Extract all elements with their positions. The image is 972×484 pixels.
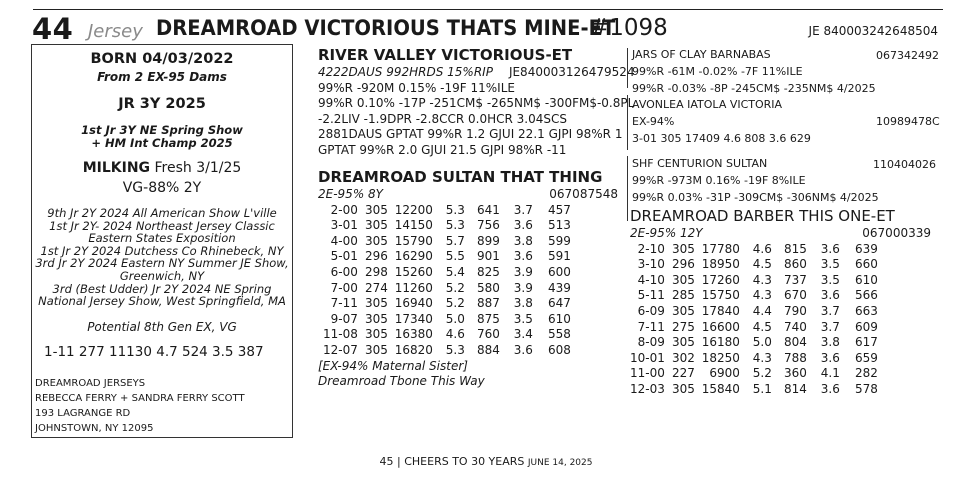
lactation-cell: 298 xyxy=(364,264,388,279)
lactation-cell: 305 xyxy=(364,327,388,342)
sire-dam-name: AVONLEA IATOLA VICTORIA xyxy=(632,98,783,111)
lactation-cell: 647 xyxy=(547,296,571,311)
lactation-cell: 16820 xyxy=(394,342,433,357)
lactation-row xyxy=(630,304,878,320)
lactation-cell: 5.0 xyxy=(445,311,465,326)
lactation-cell: 3.9 xyxy=(513,264,533,279)
lactation-cell: 737 xyxy=(783,272,807,287)
lactation-row xyxy=(323,218,571,234)
lactation-row xyxy=(630,335,878,351)
lactation-cell: 227 xyxy=(671,366,695,381)
lactation-cell: 756 xyxy=(476,218,500,233)
lactation-cell: 5.3 xyxy=(445,342,465,357)
lactation-cell: 3.8 xyxy=(820,335,840,350)
animal-info-box xyxy=(31,44,293,438)
lactation-cell: 305 xyxy=(364,218,388,233)
lactation-cell: 15260 xyxy=(394,264,433,279)
lactation-cell: 5.2 xyxy=(445,296,465,311)
lactation-cell: 10-01 xyxy=(630,350,665,365)
lactation-cell: 11-08 xyxy=(323,327,358,342)
lactation-row xyxy=(630,288,878,304)
lactation-cell: 305 xyxy=(364,342,388,357)
lactation-cell: 15750 xyxy=(701,288,740,303)
lactation-cell: 7-11 xyxy=(330,296,358,311)
birth-date: BORN 04/03/2022 xyxy=(90,51,234,67)
lactation-cell: 305 xyxy=(671,303,695,318)
lactation-cell: 7-00 xyxy=(330,280,358,295)
lactation-cell: 663 xyxy=(854,303,878,318)
lactation-cell: 5.1 xyxy=(752,381,772,396)
lactation-cell: 4.1 xyxy=(820,366,840,381)
lactation-cell: 296 xyxy=(671,257,695,272)
lactation-cell: 788 xyxy=(783,350,807,365)
dam-note: [EX-94% Maternal Sister] xyxy=(318,358,468,373)
milking-label: MILKING xyxy=(82,160,151,176)
achievement: National Jersey Show, West Springfield, MA xyxy=(38,294,286,309)
sire-dam-reg: 10989478C xyxy=(876,115,940,128)
top-rule xyxy=(33,9,943,10)
dam-block xyxy=(318,168,618,390)
lactation-cell: 17780 xyxy=(701,241,740,256)
lactation-cell: 14150 xyxy=(394,218,433,233)
lactation-cell: 901 xyxy=(476,249,500,264)
publication-title: CHEERS TO 30 YEARS xyxy=(404,455,525,468)
lactation-cell: 5-11 xyxy=(637,288,665,303)
lactation-row xyxy=(630,351,878,367)
lactation-cell: 641 xyxy=(476,202,500,217)
lactation-cell: 296 xyxy=(364,249,388,264)
lactation-cell: 5.7 xyxy=(445,233,465,248)
lactation-cell: 4.3 xyxy=(752,288,772,303)
lactation-cell: 513 xyxy=(547,218,571,233)
pedigree-bracket xyxy=(627,95,628,150)
owner-line: REBECCA FERRY + SANDRA FERRY SCOTT xyxy=(35,393,245,404)
lactation-cell: 15840 xyxy=(701,381,740,396)
lactation-cell: 17260 xyxy=(701,272,740,287)
lactation-cell: 11-00 xyxy=(630,366,665,381)
lactation-cell: 4.3 xyxy=(752,272,772,287)
lactation-cell: 3.7 xyxy=(820,319,840,334)
lactation-cell: 4.5 xyxy=(752,319,772,334)
lactation-cell: 3.8 xyxy=(513,233,533,248)
lactation-cell: 4-10 xyxy=(637,272,665,287)
lactation-cell: 305 xyxy=(671,335,695,350)
achievement: 1st Jr 2Y- 2024 Northeast Jersey Classic xyxy=(49,218,275,233)
lactation-row xyxy=(323,281,571,297)
lactation-cell: 610 xyxy=(854,272,878,287)
publication-date: JUNE 14, 2025 xyxy=(527,458,593,468)
breed-label: Jersey xyxy=(88,21,143,42)
lactation-cell: 558 xyxy=(547,327,571,342)
lactation-cell: 659 xyxy=(854,350,878,365)
lactation-cell: 2-10 xyxy=(637,241,665,256)
dam-classification: 2E-95% 8Y xyxy=(318,187,383,201)
lactation-cell: 814 xyxy=(783,381,807,396)
dam-class-row xyxy=(318,187,618,203)
owner-line: DREAMROAD JERSEYS xyxy=(35,378,146,389)
lactation-cell: 5.3 xyxy=(445,218,465,233)
lactation-cell: 457 xyxy=(547,202,571,217)
lactation-row xyxy=(323,265,571,281)
lactation-cell: 305 xyxy=(364,202,388,217)
lactation-cell: 6900 xyxy=(709,366,740,381)
lactation-cell: 305 xyxy=(364,296,388,311)
lactation-cell: 591 xyxy=(547,249,571,264)
achievement: 3rd (Best Udder) Jr 2Y 2024 NE Spring xyxy=(52,281,272,296)
sire-block xyxy=(318,46,635,159)
lactation-cell: 5.2 xyxy=(752,366,772,381)
lactation-cell: 6-00 xyxy=(330,264,358,279)
potential: Potential 8th Gen EX, VG xyxy=(87,320,237,334)
dam-sire-line-2: 99%R 0.03% -31P -309CM$ -306NM$ 4/2025 xyxy=(632,191,879,204)
milking-value: Fresh 3/1/25 xyxy=(154,160,242,176)
lactation-cell: 275 xyxy=(671,319,695,334)
lactation-cell: 9-07 xyxy=(330,311,358,326)
lactation-cell: 18250 xyxy=(701,350,740,365)
lactation-cell: 3.5 xyxy=(820,257,840,272)
lactation-cell: 5.2 xyxy=(445,280,465,295)
lactation-cell: 3.9 xyxy=(513,280,533,295)
lactation-cell: 5.5 xyxy=(445,249,465,264)
lactation-cell: 815 xyxy=(783,241,807,256)
lactation-cell: 360 xyxy=(783,366,807,381)
lactation-row xyxy=(323,343,571,359)
lactation-cell: 12-03 xyxy=(630,381,665,396)
sire-line: GPTAT 99%R 2.0 GJUI 21.5 GJPI 98%R -11 xyxy=(318,142,567,157)
lactation-cell: 3.6 xyxy=(513,218,533,233)
lactation-cell: 3-10 xyxy=(637,257,665,272)
owner-address xyxy=(35,376,245,436)
classification: VG-88% 2Y xyxy=(122,180,202,196)
lactation-cell: 302 xyxy=(671,350,695,365)
lactation-cell: 740 xyxy=(783,319,807,334)
lactation-cell: 2-00 xyxy=(330,202,358,217)
lactation-cell: 4.6 xyxy=(752,241,772,256)
lactation-cell: 3.6 xyxy=(820,241,840,256)
lactation-row xyxy=(630,273,878,289)
sire-line: 2881DAUS GPTAT 99%R 1.2 GJUI 22.1 GJPI 98%R 1 xyxy=(318,127,623,142)
lactation-cell: 617 xyxy=(854,335,878,350)
lactation-row xyxy=(323,249,571,265)
lactation-row xyxy=(323,296,571,312)
lactation-cell: 17840 xyxy=(701,303,740,318)
sire-line: 99%R 0.10% -17P -251CM$ -265NM$ -300FM$-0.8PL xyxy=(318,96,635,111)
sire-name: RIVER VALLEY VICTORIOUS-ET xyxy=(318,46,573,64)
lactation-cell: 3.6 xyxy=(820,381,840,396)
lactation-cell: 3.7 xyxy=(820,303,840,318)
dam-note: Dreamroad Tbone This Way xyxy=(318,374,485,389)
lactation-cell: 16600 xyxy=(701,319,740,334)
lactation-cell: 11260 xyxy=(394,280,433,295)
dam-dam-class: 2E-95% 12Y xyxy=(630,226,703,240)
lactation-cell: 305 xyxy=(364,311,388,326)
lactation-row xyxy=(630,382,878,398)
lactation-cell: 610 xyxy=(547,311,571,326)
lactation-cell: 282 xyxy=(854,366,878,381)
dam-reg: 067087548 xyxy=(549,187,618,201)
lactation-cell: 4.6 xyxy=(445,327,465,342)
lactation-cell: 5.4 xyxy=(445,264,465,279)
dam-dam-class-row xyxy=(630,226,931,242)
sire-code: 4222DAUS 992HRDS 15%RIP xyxy=(318,65,493,79)
dam-lactation-table xyxy=(323,203,571,359)
lactation-cell: 305 xyxy=(364,233,388,248)
sire-sire-reg: 067342492 xyxy=(876,49,939,62)
lactation-cell: 3.6 xyxy=(513,249,533,264)
lactation-cell: 760 xyxy=(476,327,500,342)
sire-sire-name: JARS OF CLAY BARNABAS xyxy=(632,48,771,61)
lactation-cell: 12-07 xyxy=(323,342,358,357)
footer-separator: | xyxy=(397,455,401,468)
achievement: 1st Jr 2Y 2024 Dutchess Co Rhinebeck, NY xyxy=(40,243,284,258)
lactation-cell: 305 xyxy=(671,272,695,287)
lactation-cell: 5-01 xyxy=(330,249,358,264)
lactation-row xyxy=(323,234,571,250)
lactation-cell: 16290 xyxy=(394,249,433,264)
dam-dam-lactation-table xyxy=(630,242,878,398)
lactation-cell: 825 xyxy=(476,264,500,279)
lactation-cell: 305 xyxy=(671,381,695,396)
lactation-cell: 4.5 xyxy=(752,257,772,272)
owner-line: JOHNSTOWN, NY 12095 xyxy=(35,423,154,434)
lactation-cell: 660 xyxy=(854,257,878,272)
lactation-cell: 600 xyxy=(547,264,571,279)
lactation-cell: 4.4 xyxy=(752,303,772,318)
lactation-cell: 578 xyxy=(854,381,878,396)
lactation-row xyxy=(323,312,571,328)
lactation-cell: 3.8 xyxy=(513,296,533,311)
owner-line: 193 LAGRANGE RD xyxy=(35,408,131,419)
dam-name: DREAMROAD SULTAN THAT THING xyxy=(318,168,603,186)
dam-sire-name: SHF CENTURION SULTAN xyxy=(632,157,768,170)
lactation-row xyxy=(630,320,878,336)
lactation-row xyxy=(630,257,878,273)
dam-dam-block xyxy=(630,207,931,398)
sire-sire-line: 99%R -61M -0.02% -7F 11%ILE xyxy=(632,65,803,78)
header xyxy=(32,12,944,46)
lactation-cell: 16380 xyxy=(394,327,433,342)
lactation-cell: 18950 xyxy=(701,257,740,272)
sire-sire-line-2: 99%R -0.03% -8P -245CM$ -235NM$ 4/2025 xyxy=(632,82,876,95)
sire-dam-record: 3-01 305 17409 4.6 808 3.6 629 xyxy=(632,132,811,145)
lactation-cell: 804 xyxy=(783,335,807,350)
lactation-cell: 5.0 xyxy=(752,335,772,350)
pedigree-bracket xyxy=(627,48,628,88)
lactation-cell: 860 xyxy=(783,257,807,272)
achievements xyxy=(32,207,292,308)
lactation-cell: 639 xyxy=(854,241,878,256)
lactation-cell: 670 xyxy=(783,288,807,303)
sire-line: 99%R -920M 0.15% -19F 11%ILE xyxy=(318,80,515,95)
award-line: 1st Jr 3Y NE Spring Show xyxy=(81,123,243,137)
lactation-cell: 580 xyxy=(476,280,500,295)
lactation-cell: 3.6 xyxy=(820,288,840,303)
sire-dam-class: EX-94% xyxy=(632,115,675,128)
lactation-cell: 8-09 xyxy=(637,335,665,350)
lactation-cell: 4-00 xyxy=(330,233,358,248)
dam-sire-reg: 110404026 xyxy=(873,158,936,171)
lot-number: 44 xyxy=(32,12,74,46)
milking-status xyxy=(32,160,292,176)
lactation-cell: 899 xyxy=(476,233,500,248)
lactation-cell: 3-01 xyxy=(330,218,358,233)
sire-reg: JE840003126479524 xyxy=(508,65,635,79)
lactation-row xyxy=(323,327,571,343)
lactation-cell: 17340 xyxy=(394,311,433,326)
lactation-cell: 285 xyxy=(671,288,695,303)
lactation-cell: 3.6 xyxy=(820,350,840,365)
lactation-cell: 599 xyxy=(547,233,571,248)
award-line: + HM Int Champ 2025 xyxy=(91,136,233,150)
lactation-row xyxy=(630,242,878,258)
sire-code-row xyxy=(318,65,635,81)
sire-line: -2.2LIV -1.9DPR -2.8CCR 0.0HCR 3.04SCS xyxy=(318,111,567,126)
lactation-cell: 566 xyxy=(854,288,878,303)
pedigree-bracket xyxy=(627,156,628,221)
dam-dam-reg: 067000339 xyxy=(862,226,931,240)
achievement: 3rd Jr 2Y 2024 Eastern NY Summer JE Show, xyxy=(35,256,289,271)
lactation-cell: 3.7 xyxy=(513,202,533,217)
lactation-cell: 3.4 xyxy=(513,327,533,342)
lactation-cell: 6-09 xyxy=(637,303,665,318)
lactation-cell: 609 xyxy=(854,319,878,334)
animal-name: DREAMROAD VICTORIOUS THATS MINE-ET xyxy=(156,16,616,40)
dam-dam-name: DREAMROAD BARBER THIS ONE-ET xyxy=(630,207,895,225)
lactation-cell: 12200 xyxy=(394,202,433,217)
lactation-cell: 16180 xyxy=(701,335,740,350)
lactation-cell: 884 xyxy=(476,342,500,357)
achievement: Greenwich, NY xyxy=(119,268,205,283)
lactation-cell: 3.6 xyxy=(513,342,533,357)
achievement: 9th Jr 2Y 2024 All American Show L'ville xyxy=(47,206,277,220)
achievement: Eastern States Exposition xyxy=(88,231,236,246)
lactation-cell: 3.5 xyxy=(513,311,533,326)
lactation-cell: 4.3 xyxy=(752,350,772,365)
page-footer xyxy=(0,455,972,468)
lactation-cell: 875 xyxy=(476,311,500,326)
dams-note: From 2 EX-95 Dams xyxy=(97,70,227,84)
lactation-row xyxy=(323,203,571,219)
lactation-cell: 305 xyxy=(671,241,695,256)
lactation-cell: 439 xyxy=(547,280,571,295)
lactation-cell: 790 xyxy=(783,303,807,318)
production-record: 1-11 277 11130 4.7 524 3.5 387 xyxy=(44,344,264,360)
lactation-cell: 5.3 xyxy=(445,202,465,217)
lactation-row xyxy=(630,366,878,382)
lactation-cell: 16940 xyxy=(394,296,433,311)
dam-sire-line: 99%R -973M 0.16% -19F 8%ILE xyxy=(632,174,806,187)
lactation-cell: 608 xyxy=(547,342,571,357)
lactation-cell: 887 xyxy=(476,296,500,311)
lactation-cell: 7-11 xyxy=(637,319,665,334)
age-class: JR 3Y 2025 xyxy=(118,96,206,112)
lactation-cell: 274 xyxy=(364,280,388,295)
lactation-cell: 3.5 xyxy=(820,272,840,287)
registration-number: JE 840003242648504 xyxy=(808,24,938,38)
catalog-number: #1098 xyxy=(590,15,668,41)
page-number: 45 xyxy=(379,455,394,468)
lactation-cell: 15790 xyxy=(394,233,433,248)
